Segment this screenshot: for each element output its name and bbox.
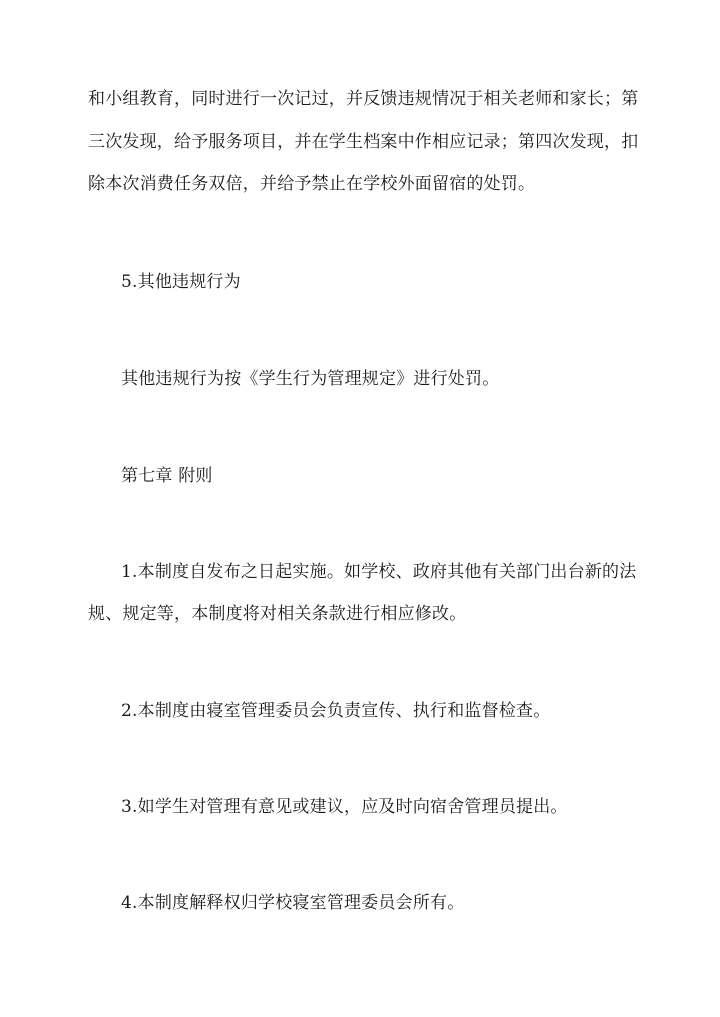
- list-item: 3.如学生对管理有意见或建议，应及时向宿舍管理员提出。: [121, 797, 568, 817]
- list-item: 4.本制度解释权归学校寝室管理委员会所有。: [121, 893, 465, 913]
- section-heading: 5.其他违规行为: [121, 272, 241, 292]
- paragraph-line: 和小组教育，同时进行一次记过，并反馈违规情况于相关老师和家长；第: [88, 89, 639, 109]
- chapter-heading: 第七章 附则: [121, 466, 213, 486]
- list-item-continuation: 规、规定等，本制度将对相关条款进行相应修改。: [88, 604, 467, 624]
- paragraph-line: 除本次消费任务双倍，并给予禁止在学校外面留宿的处罚。: [88, 174, 536, 194]
- paragraph-line: 其他违规行为按《学生行为管理规定》进行处罚。: [121, 369, 500, 389]
- list-item: 1.本制度自发布之日起实施。如学校、政府其他有关部门出台新的法: [121, 562, 637, 582]
- paragraph-line: 三次发现，给予服务项目，并在学生档案中作相应记录；第四次发现，扣: [88, 132, 639, 152]
- list-item: 2.本制度由寝室管理委员会负责宣传、执行和监督检查。: [121, 701, 551, 721]
